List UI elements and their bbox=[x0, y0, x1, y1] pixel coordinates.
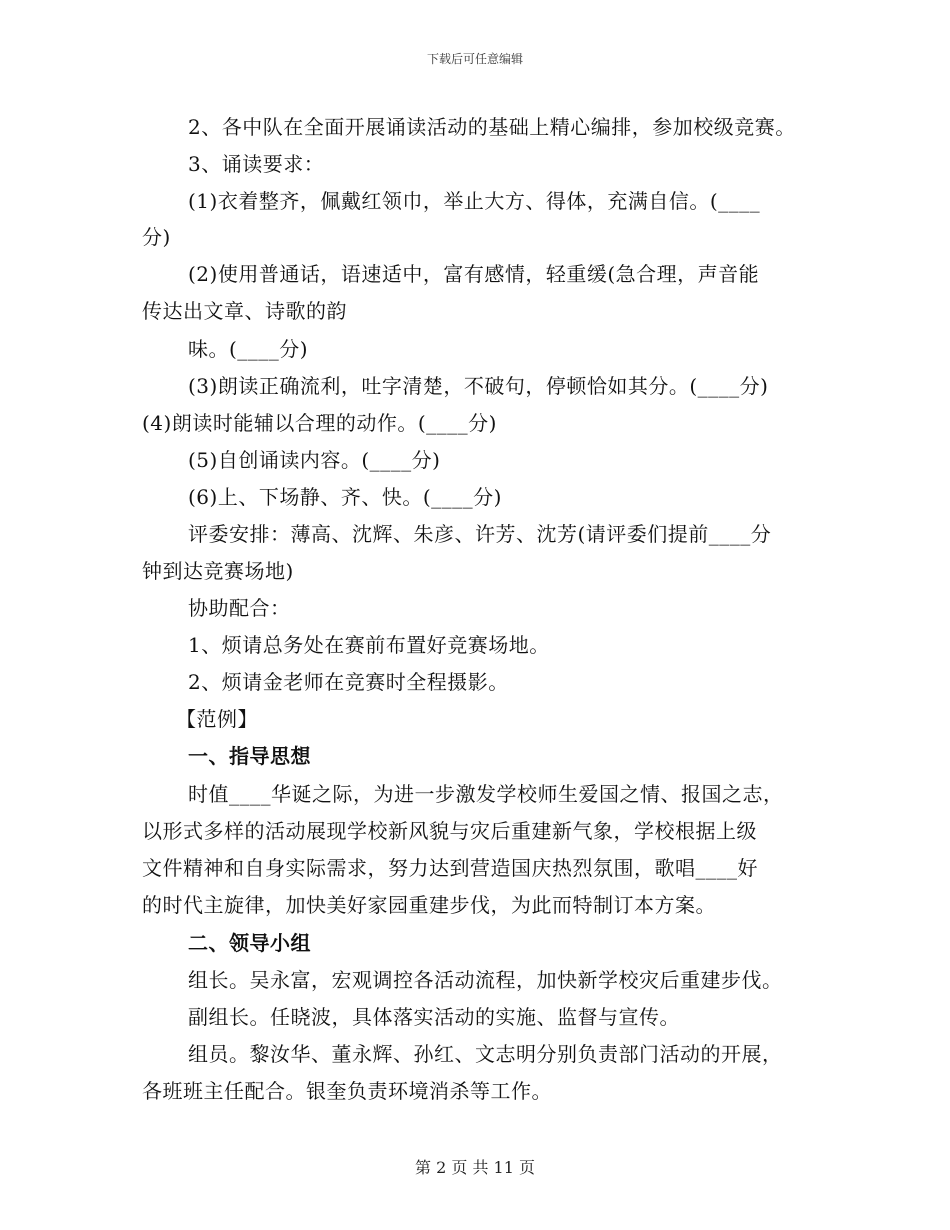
text-line: (6)上、下场静、齐、快。(____分) bbox=[188, 485, 502, 509]
text-line: 协助配合： bbox=[188, 596, 291, 620]
text-line: 组长。吴永富，宏观调控各活动流程，加快新学校灾后重建步伐。 bbox=[188, 968, 783, 992]
text-line: 以形式多样的活动展现学校新风貌与灾后重建新气象，学校根据上级 bbox=[142, 819, 757, 843]
text-line: 2、烦请金老师在竞赛时全程摄影。 bbox=[188, 670, 509, 694]
text-line: (4)朗读时能辅以合理的动作。(____分) bbox=[142, 411, 497, 435]
text-line: 传达出文章、诗歌的韵 bbox=[142, 299, 347, 323]
text-line: 1、烦请总务处在赛前布置好竞赛场地。 bbox=[188, 633, 550, 657]
text-line: 组员。黎汝华、董永辉、孙红、文志明分别负责部门活动的开展， bbox=[188, 1042, 783, 1066]
page-footer: 第 2 页 共 11 页 bbox=[415, 1158, 535, 1177]
text-line: (5)自创诵读内容。(____分) bbox=[188, 448, 441, 472]
text-line: (2)使用普通话，语速适中，富有感情，轻重缓(急合理，声音能 bbox=[188, 262, 760, 286]
text-line: 评委安排：薄高、沈辉、朱彦、许芳、沈芳(请评委们提前____分 bbox=[188, 522, 772, 546]
section-heading: 一、指导思想 bbox=[188, 744, 311, 768]
text-line: 副组长。任晓波，具体落实活动的实施、监督与宣传。 bbox=[188, 1005, 680, 1029]
text-line: (3)朗读正确流利，吐字清楚，不破句，停顿恰如其分。(____分) bbox=[188, 374, 769, 398]
section-tag: 【范例】 bbox=[176, 707, 258, 731]
text-line: 2、各中队在全面开展诵读活动的基础上精心编排，参加校级竞赛。 bbox=[188, 115, 796, 139]
text-line: 味。(____分) bbox=[188, 337, 309, 361]
section-heading: 二、领导小组 bbox=[188, 931, 311, 955]
text-line: 3、诵读要求： bbox=[188, 152, 325, 176]
text-line: 时值____华诞之际，为进一步激发学校师生爱国之情、报国之志， bbox=[188, 782, 784, 806]
text-line: 文件精神和自身实际需求，努力达到营造国庆热烈氛围，歌唱____好 bbox=[142, 856, 758, 880]
text-line: (1)衣着整齐，佩戴红领巾，举止大方、得体，充满自信。(____ bbox=[188, 189, 761, 213]
text-line: 的时代主旋律，加快美好家园重建步伐，为此而特制订本方案。 bbox=[142, 893, 716, 917]
text-line: 分) bbox=[142, 225, 171, 249]
text-line: 各班班主任配合。银奎负责环境消杀等工作。 bbox=[142, 1079, 552, 1103]
text-line: 钟到达竞赛场地) bbox=[142, 559, 294, 583]
page-header: 下载后可任意编辑 bbox=[426, 52, 523, 66]
